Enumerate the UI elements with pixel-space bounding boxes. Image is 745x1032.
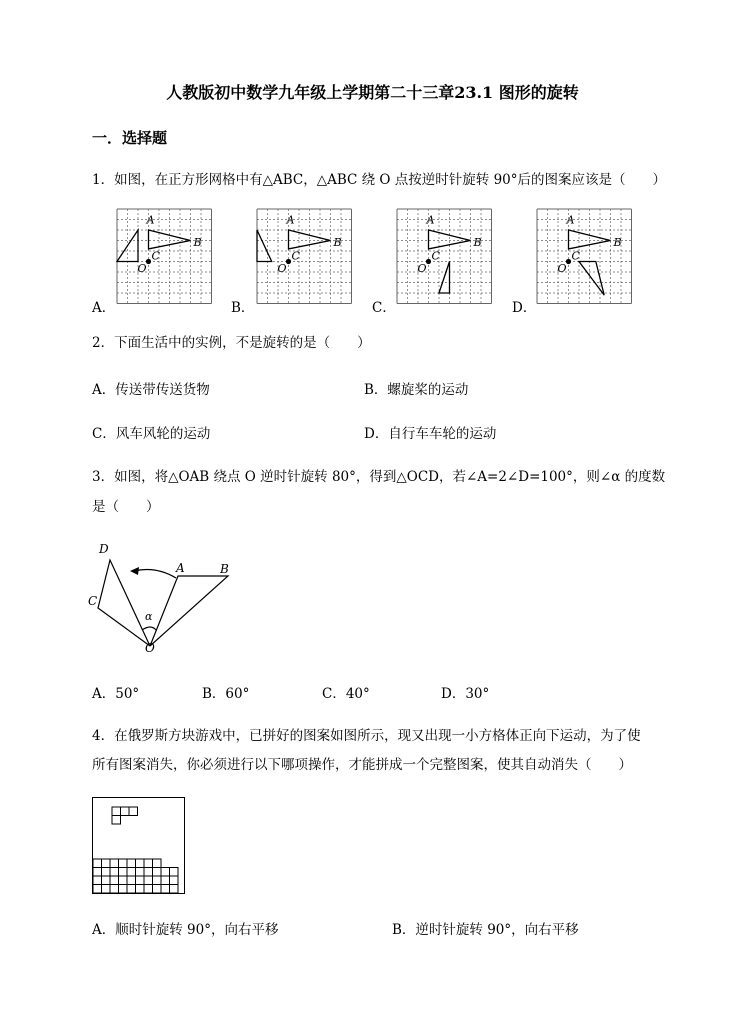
q3-triangle-oab xyxy=(150,576,228,646)
q2-option-a: A．传送带传送货物 xyxy=(92,382,210,398)
q3-label-c: C xyxy=(88,594,98,608)
q1-grid-a xyxy=(112,204,222,312)
q3-angle-alpha-arc xyxy=(142,627,156,630)
q3-stem-line1: 3．如图，将△OAB 绕点 O 逆时针旋转 80°，得到△OCD，若∠A=2∠D=100°，则∠α 的度数 xyxy=(92,469,666,485)
q3-option-a: A．50° xyxy=(92,686,140,702)
center-point-o xyxy=(286,259,291,264)
label-a: A xyxy=(566,213,575,227)
grid-lines xyxy=(397,209,492,304)
q1-option-c-label: C． xyxy=(372,300,396,316)
q2-stem: 2．下面生活中的实例，不是旋转的是（ ） xyxy=(92,335,371,351)
q4-tetris-board xyxy=(91,796,187,896)
q4-stem-line2: 所有图案消失，你必须进行以下哪项操作，才能拼成一个完整图案，使其自动消失（ ） xyxy=(92,757,632,773)
q1-grid-c xyxy=(392,204,502,312)
q3-arrow-head xyxy=(130,567,139,575)
q1-option-a-label: A． xyxy=(92,300,116,316)
q2-option-c: C．风车风轮的运动 xyxy=(92,426,211,442)
label-b: B xyxy=(333,235,342,249)
q3-label-a: A xyxy=(176,561,185,575)
label-c: C xyxy=(431,249,440,263)
label-o: O xyxy=(277,262,287,275)
q4-stem-line1: 4．在俄罗斯方块游戏中，已拼好的图案如图所示，现又出现一小方格体正向下运动，为了使 xyxy=(92,728,641,744)
grid-lines xyxy=(117,209,212,304)
label-b: B xyxy=(613,235,622,249)
rotated-triangle xyxy=(439,262,450,294)
q3-rotation-figure xyxy=(84,538,244,658)
label-a: A xyxy=(426,213,435,227)
q3-option-d: D．30° xyxy=(441,686,490,702)
label-a: A xyxy=(146,213,155,227)
q3-option-b: B．60° xyxy=(202,686,250,702)
q4-stacked-blocks xyxy=(93,859,178,893)
q1-grid-b xyxy=(252,204,362,312)
q1-option-d-label: D． xyxy=(512,300,537,316)
center-point-o xyxy=(426,259,431,264)
label-o: O xyxy=(557,262,567,275)
q3-label-o: O xyxy=(145,641,155,655)
q3-label-d: D xyxy=(99,542,109,556)
q4-board-border xyxy=(93,798,185,894)
label-c: C xyxy=(151,249,160,263)
center-point-o xyxy=(566,259,571,264)
q3-option-c: C．40° xyxy=(322,686,370,702)
q1-stem: 1．如图，在正方形网格中有△ABC，△ABC 绕 O 点按逆时针旋转 90°后的图案应该是（ ） xyxy=(92,172,667,188)
label-c: C xyxy=(291,249,300,263)
rotated-triangle xyxy=(257,230,272,262)
q4-falling-piece xyxy=(112,807,138,824)
q1-option-b-label: B． xyxy=(231,300,255,316)
label-o: O xyxy=(417,262,427,275)
grid-lines xyxy=(257,209,352,304)
q3-triangle-ocd xyxy=(98,560,150,646)
label-c: C xyxy=(571,249,580,263)
page-title: 人教版初中数学九年级上学期第二十三章23.1 图形的旋转 xyxy=(166,83,579,102)
center-point-o xyxy=(146,259,151,264)
label-b: B xyxy=(473,235,482,249)
label-o: O xyxy=(137,262,147,275)
q4-option-b: B．逆时针旋转 90°，向右平移 xyxy=(392,922,579,938)
q3-label-alpha: α xyxy=(145,610,153,623)
q3-rotation-arrow xyxy=(134,570,176,578)
grid-lines xyxy=(537,209,632,304)
q2-option-b: B．螺旋桨的运动 xyxy=(364,382,469,398)
q3-label-b: B xyxy=(220,562,229,576)
rotated-triangle xyxy=(579,262,604,296)
q4-option-a: A．顺时针旋转 90°，向右平移 xyxy=(92,922,279,938)
q3-stem-line2: 是（ ） xyxy=(92,499,160,515)
section-heading: 一．选择题 xyxy=(92,129,168,147)
label-a: A xyxy=(286,213,295,227)
q2-option-d: D．自行车车轮的运动 xyxy=(364,426,497,442)
label-b: B xyxy=(193,235,202,249)
q1-grid-d xyxy=(532,204,642,312)
